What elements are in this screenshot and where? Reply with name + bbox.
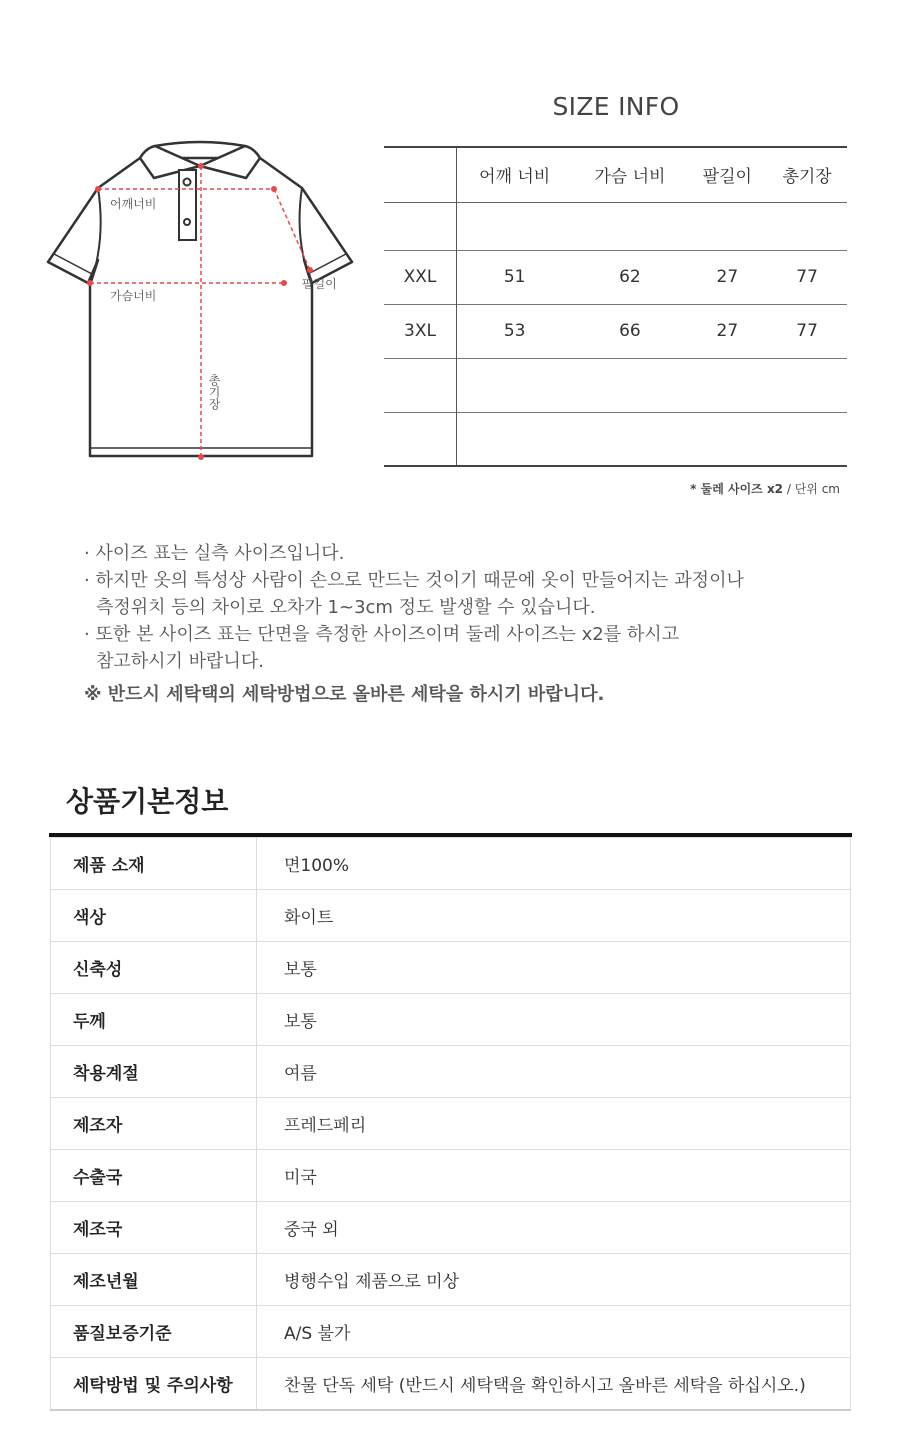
value-cell xyxy=(767,412,847,466)
value-cell xyxy=(457,358,573,412)
table-row xyxy=(384,358,847,412)
info-value: 보통 xyxy=(257,942,851,994)
table-row xyxy=(384,304,847,358)
table-row xyxy=(51,1358,851,1411)
value-cell xyxy=(572,412,687,466)
info-label: 색상 xyxy=(51,890,257,942)
note-line: · 또한 본 사이즈 표는 단면을 측정한 사이즈이며 둘레 사이즈는 x2를 하시고 xyxy=(84,624,680,645)
size-cell xyxy=(384,202,457,250)
value-cell xyxy=(457,412,573,466)
info-label: 제조년월 xyxy=(51,1254,257,1306)
info-label: 신축성 xyxy=(51,942,257,994)
size-notes xyxy=(84,540,844,708)
value-cell: 53 xyxy=(503,321,526,341)
table-row xyxy=(384,202,847,250)
size-cell xyxy=(384,412,457,466)
value-cell: 27 xyxy=(716,321,739,341)
sleeve-length-label: 팔길이 xyxy=(302,277,337,291)
table-row xyxy=(51,994,851,1046)
value-cell xyxy=(572,202,687,250)
size-table-header xyxy=(384,147,847,202)
value-cell: 77 xyxy=(796,321,818,341)
info-label: 제조국 xyxy=(51,1202,257,1254)
product-info-table xyxy=(50,837,851,1411)
size-note xyxy=(690,480,840,497)
table-row xyxy=(51,942,851,994)
value-cell: 62 xyxy=(619,267,641,287)
placket xyxy=(179,170,196,240)
total-length-label: 총기장 xyxy=(207,374,221,410)
info-value: A/S 불가 xyxy=(257,1306,851,1358)
size-cell: 3XL xyxy=(384,304,457,358)
table-row xyxy=(51,1254,851,1306)
size-info-title: SIZE INFO xyxy=(552,92,680,121)
value-cell: 27 xyxy=(716,267,739,287)
info-label: 두께 xyxy=(51,994,257,1046)
info-label: 수출국 xyxy=(51,1150,257,1202)
size-table xyxy=(384,146,847,467)
chest-column-header: 가슴 너비 xyxy=(594,167,666,188)
table-row xyxy=(384,250,847,304)
value-cell: 77 xyxy=(796,267,818,287)
info-label: 세탁방법 및 주의사항 xyxy=(51,1358,257,1411)
table-row xyxy=(384,412,847,466)
chest-width-label: 가슴너비 xyxy=(110,289,157,303)
size-cell: XXL xyxy=(384,250,457,304)
table-row xyxy=(51,1046,851,1098)
washing-warning: ※ 반드시 세탁택의 세탁방법으로 올바른 세탁을 하시기 바랍니다. xyxy=(84,684,605,705)
value-cell xyxy=(572,358,687,412)
value-cell xyxy=(687,412,767,466)
note-line: · 사이즈 표는 실측 사이즈입니다. xyxy=(84,543,345,564)
product-info-title: 상품기본정보 xyxy=(66,785,229,818)
value-cell xyxy=(687,358,767,412)
table-row xyxy=(51,838,851,890)
value-cell xyxy=(687,202,767,250)
note-line: · 하지만 옷의 특성상 사람이 손으로 만드는 것이기 때문에 옷이 만들어지는 과정이나 xyxy=(84,570,744,591)
table-row xyxy=(51,1202,851,1254)
value-cell xyxy=(457,202,573,250)
value-cell xyxy=(767,202,847,250)
table-row xyxy=(51,890,851,942)
value-cell: 51 xyxy=(503,267,526,287)
info-value: 중국 외 xyxy=(257,1202,851,1254)
note-line: 측정위치 등의 차이로 오차가 1~3cm 정도 발생할 수 있습니다. xyxy=(96,597,596,618)
table-row xyxy=(51,1098,851,1150)
info-value: 화이트 xyxy=(257,890,851,942)
size-note-bold: * 둘레 사이즈 x2 xyxy=(690,482,784,496)
info-value: 보통 xyxy=(257,994,851,1046)
value-cell xyxy=(767,358,847,412)
info-label: 제조자 xyxy=(51,1098,257,1150)
shoulder-column-header: 어깨 너비 xyxy=(479,167,551,188)
info-value: 프레드페리 xyxy=(257,1098,851,1150)
shoulder-width-label: 어깨너비 xyxy=(110,197,157,211)
sleeve-column-header: 팔길이 xyxy=(702,167,752,188)
size-note-unit: / 단위 cm xyxy=(783,482,840,496)
note-line: 참고하시기 바랍니다. xyxy=(96,651,264,672)
table-row xyxy=(51,1150,851,1202)
info-label: 제품 소재 xyxy=(51,838,257,890)
size-cell xyxy=(384,358,457,412)
info-value: 병행수입 제품으로 미상 xyxy=(257,1254,851,1306)
info-label: 착용계절 xyxy=(51,1046,257,1098)
info-value: 면100% xyxy=(257,838,851,890)
info-value: 미국 xyxy=(257,1150,851,1202)
info-label: 품질보증기준 xyxy=(51,1306,257,1358)
length-column-header: 총기장 xyxy=(782,167,832,188)
shirt-measurement-diagram xyxy=(40,140,360,470)
size-column-header xyxy=(384,147,457,202)
table-row xyxy=(51,1306,851,1358)
value-cell: 66 xyxy=(619,321,641,341)
info-value: 찬물 단독 세탁 (반드시 세탁택을 확인하시고 올바른 세탁을 하십시오.) xyxy=(257,1358,851,1411)
info-value: 여름 xyxy=(257,1046,851,1098)
